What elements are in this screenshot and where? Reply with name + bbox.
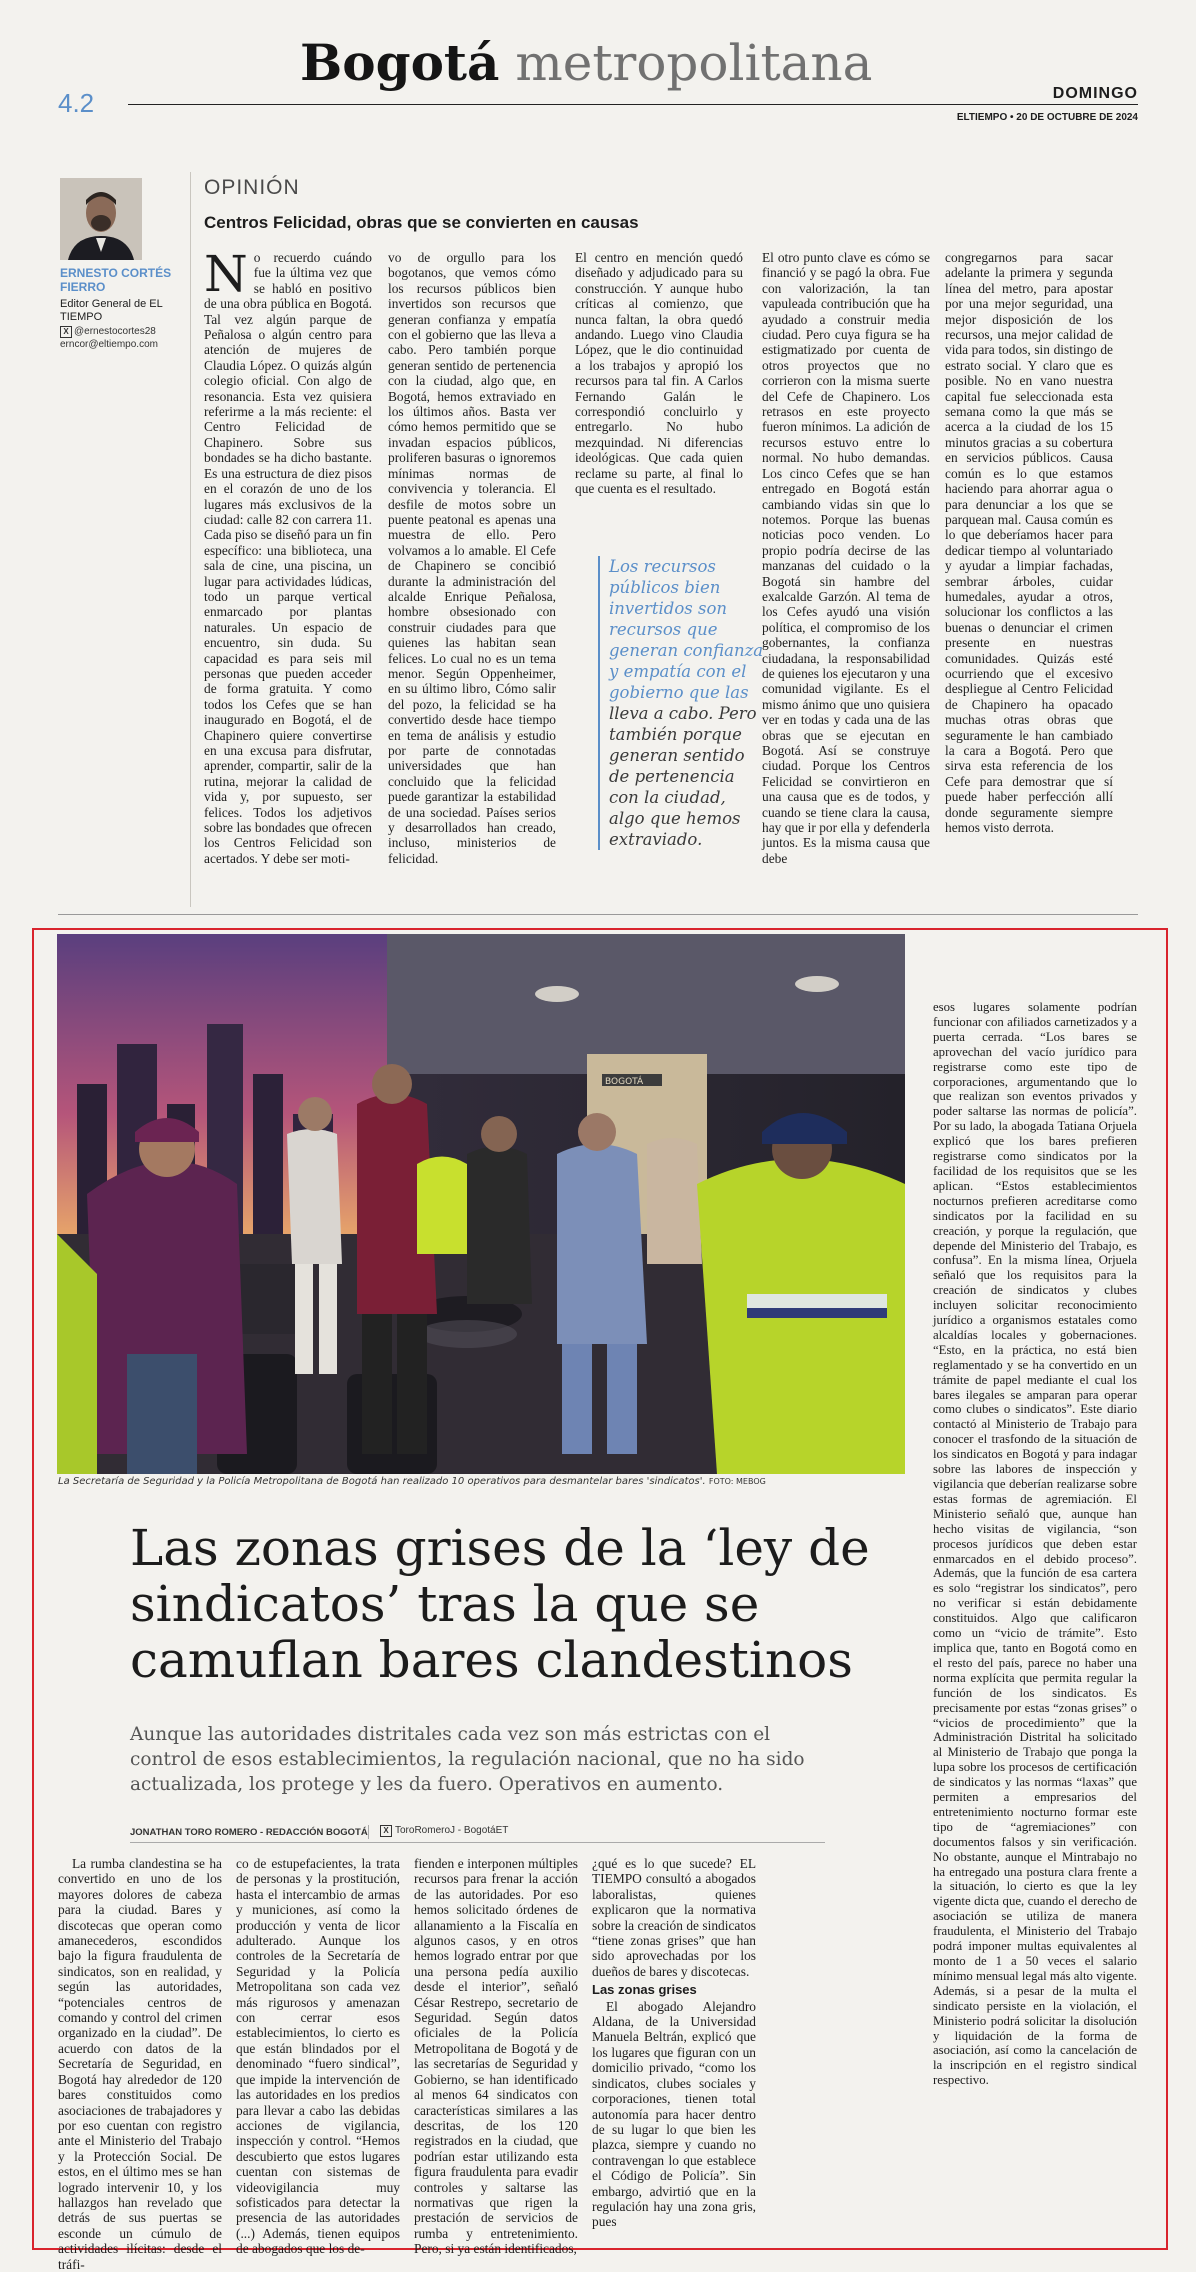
article-lede: Aunque las autoridades distritales cada vez son más estrictas con el control de esos establecimientos, la regulación nacional, que no ha sido actualizada, los protege y les da fuero. Operativos en aumento. [130,1724,805,1795]
article-column-1 [58,1856,222,2272]
photo-sign: BOGOTÁ [605,1077,644,1087]
author-contact [60,325,190,351]
opinion-title: Centros Felicidad, obras que se convierten en causas [204,213,639,232]
byline-handle[interactable]: ToroRomeroJ - BogotáET [395,1825,509,1836]
pull-quote-rest: lleva a cabo. Pero también porque generan sentido de pertenencia con la ciudad, algo que hemos extraviado. [609,704,757,849]
header-rule [128,104,1138,105]
section-divider [58,914,1138,915]
pull-quote [598,556,764,850]
photo-caption [58,1476,908,1487]
author-divider [190,172,191,907]
author-name: ERNESTO CORTÉS FIERRO [60,266,172,294]
opinion-col1-text: o recuerdo cuándo fue la última vez que se habló en positivo de una obra pública en Bogotá. Tal vez algún parque de Peñalosa o algún centro para atención de mujeres de Claudia López. O quizás algún colegio oficial. Con algo de resonancia. Esta vez quisiera referirme a la más reciente: el Centro Felicidad de Chapinero. Sobre sus bondades se ha dicho bastante. Es una estructura de diez pisos en el corazón de uno de los lugares más exclusivos de la ciudad: calle 82 con carrera 11. Cada piso se diseñó para un fin específico: una biblioteca, una sala de cine, una piscina, un lugar para actividades lúdicas, todo un parque vertical enmarcado por plantas naturales. Un espacio de encuentro, sin duda. Su capacidad es para seis mil personas que pueden acceder de forma gratuita. Y como todos los Cefes que se han inaugurado en Bogotá, el de Chapinero quiere convertirse en una excusa para disfrutar, aprender, compartir, salir de la rutina, mejorar la calidad de vida y, por supuesto, ser felices. Todos los adjetivos sobre las bondades que ofrecen los Centros Felicidad son acertados. Y debe ser moti- [204,250,372,866]
article-column-4 [592,1856,756,2244]
author-twitter-row [60,325,190,338]
x-icon: X [60,326,72,338]
opinion-column-1 [204,245,372,902]
article-headline: Las zonas grises de la ‘ley de sindicatos’ tras la que se camuflan bares clandestinos [130,1519,870,1689]
opinion-label: OPINIÓN [204,176,300,199]
article-column-side: esos lugares solamente podrían funcionar con afiliados carnetizados y a puerta cerrada. “Los bares se aprovechan del vacío jurídico para registrarse como este tipo de corporaciones, argumentando que lo que realizan son eventos privados y poder saltarse las normas de policía”. Por su lado, la abogada Tatiana Orjuela explicó que los bares prefieren registrarse como sindicatos por la facilidad de los requisitos que se les aplican. “Estos establecimientos nocturnos prefieren acreditarse como sindicatos por la facilidad en su creación, y porque la regulación, que depende del Ministerio del Trabajo, es confusa”. En la misma línea, Orjuela señaló que los requisitos para la creación de sindicatos y clubes incluyen solicitar reconocimiento jurídico a organismos estatales como alcaldías locales y gobernaciones. “Esto, en la práctica, no está bien reglamentado y se ha convertido en un trámite de papel mediante el cual los bares ilegales se amparan para operar como clubes o sindicatos”. Este diario contactó al Ministerio de Trabajo para conocer el trasfondo de la situación de los sindicatos en Bogotá y para indagar sobre las labores de inspección y vigilancia que deberían realizarse sobre estas formas de agremiación. El Ministerio señaló que, aunque han hecho visitas de vigilancia, “son procesos jurídicos que deben estar enmarcados en el debido proceso”. Además, que la función de esa cartera es solo “registrar los sindicatos”, pero no verificar si están debidamente constituidos. Algo que calificaron como un “vicio de trámite”. Esto implica que, tanto en Bogotá como en el resto del país, parece no haber una norma explícita que permita regular la función de los sindicatos. Es precisamente por estas “zonas grises” o “vicios de procedimiento” que la Administración Distrital ha solicitado al Ministerio de Trabajo que ponga la lupa sobre los procesos de certificación de sindicatos y las normas “laxas” que permiten a empresarios del entretenimiento nocturno formar este tipo de “agremiaciones” con documentos falsos y sin verificación. No obstante, aunque el Mintrabajo no ha entregado una postura clara frente a la situación, lo cierto es que la ley vigente dicta que, cuando el derecho de asociación se utiliza de manera fraudulenta, el Ministerio del Trabajo podrá imponer multas equivalentes al monto de 1 a 50 veces el salario mínimo mensual legal más alto vigente. Además, si a pesar de la multa el sindicato persiste en la violación, el Ministerio podrá solicitar la disolución y liquidación de la forma de asociación, así como la cancelación de la inscripción en el registro sindical respectivo. [933,1000,1137,2088]
author-email[interactable]: erncor@eltiempo.com [60,339,158,350]
byline-rule [130,1842,825,1843]
opinion-column-3: El centro en mención quedó diseñado y adjudicado para su construcción. Y aunque hubo críticas al comienzo, que nunca faltan, la obra quedó andando. Luego vino Claudia López, que le dio continuidad a los trabajos y apropió los recursos para tal fin. A Carlos Fernando Galán le correspondió concluirlo y entregarlo. No hubo mezquindad. Ni diferencias ideológicas. Que cada quien reclame su parte, al final lo que cuenta es el resultado. [575,250,743,497]
article-col1-text: La rumba clandestina se ha convertido en uno de los mayores dolores de cabeza para la ciudad. Bares y discotecas que operan como amanecederos, escondidos bajo la figura fraudulenta de sindicatos, son en realidad, y según las autoridades, “potenciales centros de comando y control del crimen organizado en la ciudad”. De acuerdo con datos de la Secretaría de Seguridad, en Bogotá hay alrededor de 120 bares constituidos como asociaciones de trabajadores y por eso cuentan con registro ante el Ministerio del Trabajo y la Protección Social. De estos, en el último mes se han logrado intervenir 10, y los hallazgos han revelado que detrás de sus puertas se esconde un cúmulo de actividades ilícitas: desde el tráfi- [58,1856,222,2272]
article-subhead: Las zonas grises [592,1982,697,1998]
author-role: Editor General de EL TIEMPO [60,298,163,323]
masthead-light: metropolitana [515,34,873,92]
x-icon: X [380,1825,392,1837]
author-avatar [60,178,142,260]
opinion-column-5: congregarnos para sacar adelante la primera y segunda línea del metro, para apostar por una mejor seguridad, una mejor disposición de los recursos, una mejor calidad de vida para todos, sin distingo de estrato social. Y claro que es posible. No en vano nuestra capital fue seleccionada esta semana como la que más se acerca a la ciudad de los 15 minutos gracias a su cobertura en servicios públicos. Causa común es lo que estamos haciendo para ahorrar agua o para denunciar a los que se parquean mal. Causa común es lo que deberíamos hacer para dedicar tiempo al voluntariado y ayudar a limpiar fachadas, sembrar árboles, cuidar humedales, ayudar a otros, solucionar los conflictos a las buenas o denunciar el crimen presente en nuestras comunidades. Quizás esté ocurriendo que el excesivo despliegue al Centro Felicidad de Chapinero ha opacado muchas otras obras que seguramente le han cambiado la cara a Bogotá. Pero que sirva esta referencia de los Cefe para demostrar que sí puede haber perfección allí donde seguramente siempre hemos visto derrota. [945,250,1113,836]
byline-separator [368,1825,369,1839]
page-number: 4.2 [58,88,95,118]
day-label: DOMINGO [1052,85,1138,102]
article-col4-body: El abogado Alejandro Aldana, de la Universidad Manuela Beltrán, explicó que los lugares que figuran con un domicilio privado, “como los sindicatos, clubes sociales y corporaciones, tienen total autonomía para hacer dentro de su lugar lo que bien les plazca, siempre y cuando no contravengan lo que establece el Código de Policía”. Sin embargo, advirtió que en la regulación hay una zona gris, pues [592,1998,756,2230]
byline-social [380,1825,508,1837]
opinion-column-4: El otro punto clave es cómo se financió y se pagó la obra. Fue con valorización, la tan vapuleada contribución que ha ayudado a construir media ciudad. Pero cuya figura se ha estigmatizado por cuenta de otros proyectos que no corrieron con la misma suerte del Cefe de Chapinero. Los retrasos en este proyecto fueron mínimos. La adición de recursos estuvo entre lo normal. No hubo demandas. Los cinco Cefes que se han entregado en Bogotá están cambiando vidas sin que lo notemos. Porque las buenas noticias poco venden. Lo propio podría decirse de las manzanas del cuidado o la Bogotá sin hambre del exalcalde Garzón. Al tema de los Cefes ayudó una visión política, el compromiso de los gobernantes, la confianza ciudadana, la responsabilidad de quienes los ejecutaron y una comunidad vigilante. Es el mismo ánimo que uno quisiera ver en todas y cada una de las obras que se ejecutan en Bogotá. Así se construye ciudad. Porque los Centros Felicidad se convirtieron en una causa que es de todos, y cuando se tiene clara la causa, hay que ir por ella y defenderla juntos. Es la misma causa que debe [762,250,930,866]
photo-credit: FOTO: MEBOG [708,1477,766,1486]
opinion-column-2: vo de orgullo para los bogotanos, que vemos cómo los recursos públicos bien invertidos son recursos que generan confianza y empatía con el gobierno que las lleva a cabo. Pero también porque generan sentido de pertenencia con la ciudad, algo que, en Bogotá, hemos extraviado en los últimos años. Basta ver cómo hemos permitido que se invadan espacios públicos, proliferen basuras o ignoremos mínimas normas de convivencia y tolerancia. El desfile de motos sobre un puente peatonal es apenas una muestra de ello. Pero volvamos a lo amable. El Cefe de Chapinero se concibió durante la administración del alcalde Enrique Peñalosa, hombre obsesionado con construir ciudades para que quienes las habitan sean felices. Lo cual no es un tema menor. Según Oppenheimer, en su último libro, Cómo salir del pozo, la felicidad se ha convertido desde hace tiempo en tema de análisis y estudio por parte de connotadas universidades que han concluido que la felicidad puede garantizar la estabilidad de una sociedad. Países serios y desarrollados han creado, incluso, ministerios de felicidad. [388,250,556,866]
masthead-bold: Bogotá [300,33,500,92]
article-byline: JONATHAN TORO ROMERO - REDACCIÓN BOGOTÁ [130,1827,368,1838]
dropcap: N [204,245,248,303]
author-twitter[interactable]: @ernestocortes28 [74,326,156,337]
pull-quote-highlight: Los recursos públicos bien invertidos son recursos que generan confianza y empatía con el gobierno que las [609,557,764,702]
article-column-2: co de estupefacientes, la trata de personas y la prostitución, hasta el intercambio de armas y municiones, así como la producción y venta de licor adulterado. Aunque los controles de la Secretaría de Seguridad y la Policía Metropolitana son cada vez más rigurosos y amenazan con cerrar esos establecimientos, lo cierto es que están blindados por el denominado “fuero sindical”, que impide la intervención de las autoridades en los predios para llevar a cabo las debidas acciones de vigilancia, inspección y control. “Hemos descubierto que estos lugares cuentan con sistemas de videovigilancia muy sofisticados para detectar la presencia de las autoridades (...) Además, tienen equipos de abogados que los de- [236,1856,400,2257]
section-masthead [300,33,873,92]
dateline: ELTIEMPO • 20 DE OCTUBRE DE 2024 [956,112,1138,123]
article-col4-intro: ¿qué es lo que sucede? EL TIEMPO consultó a abogados laboralistas, quienes explicaron que la normativa sobre la creación de sindicatos “tiene zonas grises” que han sido aprovechadas por los dueños de bares y discotecas. [592,1856,756,1979]
article-column-3: fienden e interponen múltiples recursos para frenar la acción de las autoridades. Por eso hemos solicitado órdenes de allanamiento a la Fiscalía en algunos casos, y en otros hemos logrado entrar por que una persona pedía auxilio desde el interior”, señaló César Restrepo, secretario de Seguridad. Según datos oficiales de la Policía Metropolitana de Bogotá y de las secretarías de Seguridad y Gobierno, se han identificado al menos 64 sindicatos con características similares a las descritas, de los 120 registrados en la ciudad, que podrían estar utilizando esta figura fraudulenta para evadir controles y saltarse las normativas que rigen la prestación de servicios de rumba y entretenimiento. Pero, si ya están identificados, [414,1856,578,2257]
article-photo [57,934,905,1474]
caption-text: La Secretaría de Seguridad y la Policía Metropolitana de Bogotá han realizado 10 operativos para desmantelar bares 'sindicatos'. [58,1476,706,1487]
